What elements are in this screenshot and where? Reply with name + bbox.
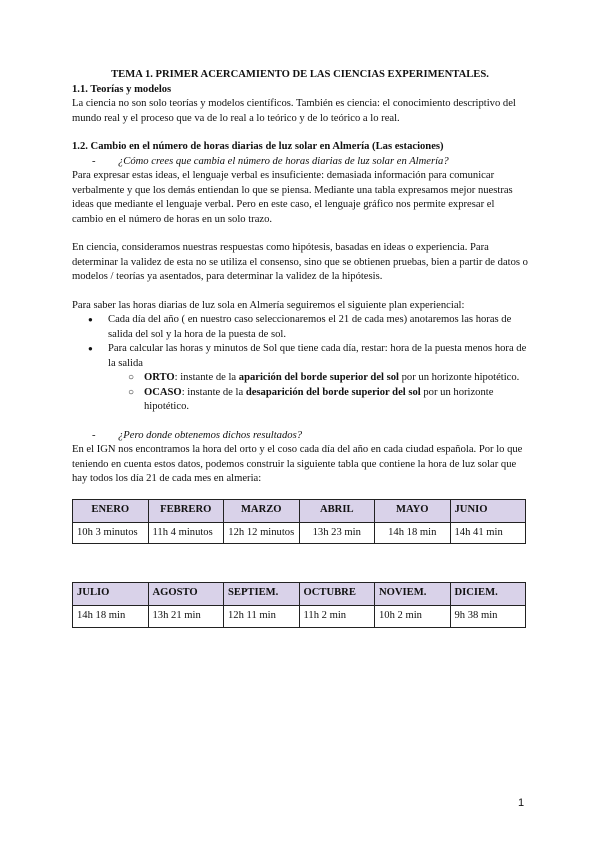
ocaso-term: OCASO: [144, 386, 182, 398]
daylight-table-jan-jun: [72, 499, 526, 545]
question-2: - ¿Pero donde obtenemos dichos resultados?: [72, 429, 528, 444]
page-number: 1: [518, 797, 525, 809]
orto-term: ORTO: [144, 372, 175, 383]
table-cell: 11h 4 minutos: [148, 522, 224, 544]
table-cell: 14h 41 min: [450, 522, 526, 544]
table-header: FEBRERO: [148, 499, 224, 522]
section-1-text: La ciencia no son solo teorías y modelos científicos. También es ciencia: el conocimiento descriptivo del mundo real y el proceso que va de lo real a lo teórico y de lo teórico a lo real.: [72, 98, 516, 124]
table-cell: 12h 11 min: [224, 606, 300, 628]
table-cell: 10h 3 minutos: [73, 522, 149, 544]
table-header: OCTUBRE: [299, 583, 375, 606]
table-cell: 10h 2 min: [375, 606, 451, 628]
bullet-2: ● Para calcular las horas y minutos de Sol que tiene cada día, restar: hora de la puesta menos hora de la salida: [72, 342, 528, 371]
table-header: ENERO: [73, 499, 149, 522]
table-header: JUNIO: [450, 499, 526, 522]
table-cell: 11h 2 min: [299, 606, 375, 628]
question-1: - ¿Cómo crees que cambia el número de horas diarias de luz solar en Almería?: [72, 155, 528, 170]
table-header: NOVIEM.: [375, 583, 451, 606]
paragraph-3: Para saber las horas diarias de luz sola en Almería seguiremos el siguiente plan experiencial:: [72, 299, 465, 311]
daylight-table-jul-dec: [72, 582, 526, 628]
document-title: TEMA 1. PRIMER ACERCAMIENTO DE LAS CIENCIAS EXPERIMENTALES.: [111, 69, 489, 80]
table-cell: 13h 23 min: [299, 522, 375, 544]
table-header: MARZO: [224, 499, 300, 522]
table-cell: 14h 18 min: [375, 522, 451, 544]
ocaso-definition: ○ OCASO: instante de la desaparición del borde superior del sol por un horizonte hipotético.: [72, 386, 528, 415]
table-header: DICIEM.: [450, 583, 526, 606]
table-cell: 14h 18 min: [73, 606, 149, 628]
bullet-1: ● Cada día del año ( en nuestro caso seleccionaremos el 21 de cada mes) anotaremos las horas de salida del sol y la hora de la puesta de sol.: [72, 313, 528, 342]
orto-definition: ○ ORTO: instante de la aparición del borde superior del sol por un horizonte hipotético.: [72, 371, 528, 386]
table-header: MAYO: [375, 499, 451, 522]
paragraph-2: En ciencia, consideramos nuestras respuestas como hipótesis, basadas en ideas o experiencia. Para determinar la validez de esta no se utiliza el consenso, sino que se obtienen pruebas, bien a partir de datos o modelos / teorías ya asentados, para determinar la validez de la hipótesis.: [72, 242, 528, 282]
table-cell: 9h 38 min: [450, 606, 526, 628]
document-page: [72, 68, 528, 628]
table-header: ABRIL: [299, 499, 375, 522]
table-header: JULIO: [73, 583, 149, 606]
section-1-heading: 1.1. Teorías y modelos: [72, 83, 172, 95]
table-header: SEPTIEM.: [224, 583, 300, 606]
table-cell: 12h 12 minutos: [224, 522, 300, 544]
paragraph-1: Para expresar estas ideas, el lenguaje verbal es insuficiente: demasiada información para comunicar verbalmente y que los demás entiendan lo que se piensa. Mediante una tabla expresamos mejor nuestras ideas que mediante el lenguaje verbal. Pero en este caso, el lenguaje gráfico nos permite expresar el cambio en el número de horas en un solo trazo.: [72, 170, 513, 225]
section-2-heading: 1.2. Cambio en el número de horas diarias de luz solar en Almería (Las estaciones): [72, 141, 444, 152]
table-cell: 13h 21 min: [148, 606, 224, 628]
paragraph-4: En el IGN nos encontramos la hora del orto y el coso cada día del año en cada ciudad española. Por lo que teniendo en cuenta estos datos, podemos construir la siguiente tabla que contiene la hora de luz solar que hay todos los día 21 de cada mes en almeria:: [72, 444, 523, 484]
table-header: AGOSTO: [148, 583, 224, 606]
